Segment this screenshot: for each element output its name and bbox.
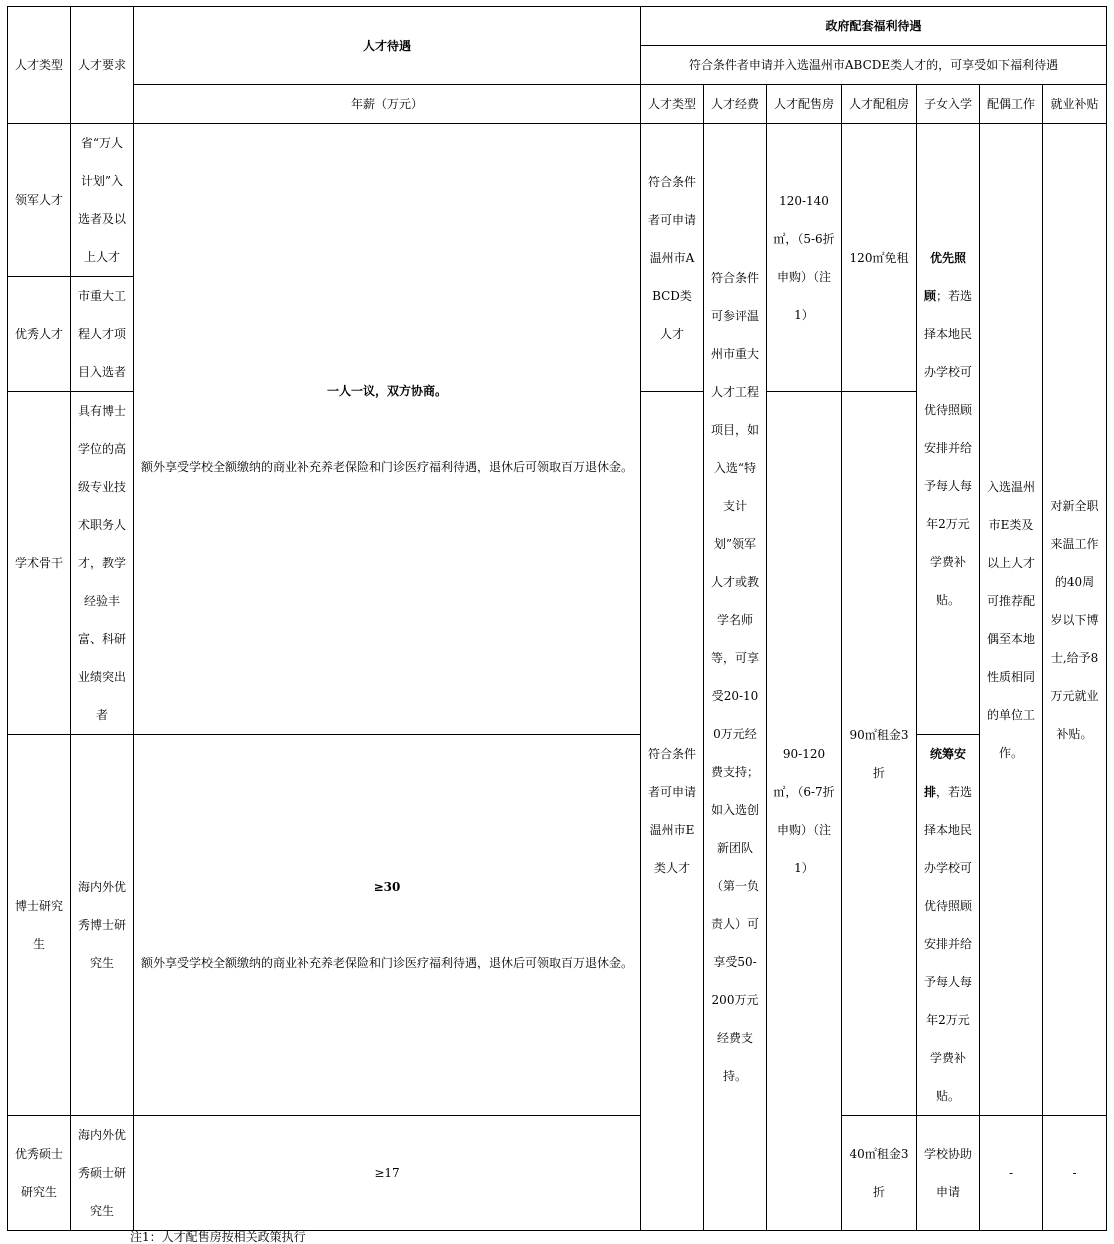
phd-extra-benefit: 额外享受学校全额缴纳的商业补充养老保险和门诊医疗福利待遇，退休后可领取百万退休金。 [140,956,633,970]
funding-text: 符合条件可参评温州市重大人才工程项目，如入选“特支计划”领军人才或教学名师等，可享受20-100万元经费支持；如入选创新团队（第一负责人）可享受50-200万元经费支持。 [704,124,767,1231]
header-talent-treatment: 人才待遇 [134,7,641,85]
footnote: 注1：人才配售房按相关政策执行 [130,1230,306,1244]
extra-benefit: 额外享受学校全额缴纳的商业补充养老保险和门诊医疗福利待遇，退休后可领取百万退休金。 [140,460,633,474]
school-b-rest: ，若选择本地民办学校可优待照顾安排并给予每人每年2万元学费补贴。 [923,785,973,1103]
header-talent-type: 人才类型 [8,7,71,124]
school-a-rest: ；若选择本地民办学校可优待照顾安排并给予每人每年2万元学费补贴。 [923,289,973,607]
row-phd-requirement: 海内外优秀博士研究生 [71,735,134,1116]
row-excellent-requirement: 市重大工程人才项目入选者 [71,277,134,392]
housing-rent-b: 90㎡租金3折 [842,392,917,1116]
school-b-bold: 统筹安排 [923,747,966,799]
header-talent-requirement: 人才要求 [71,7,134,124]
housing-rent-a: 120㎡免租 [842,124,917,392]
header-children-school: 子女入学 [917,85,980,124]
row-leader-type: 领军人才 [8,124,71,277]
school-a-bold: 优先照顾 [923,251,966,303]
talent-benefits-table [7,6,1107,1231]
school-a [917,124,980,735]
spouse-master: - [980,1116,1043,1231]
header-funding: 人才经费 [704,85,767,124]
row-excellent-type: 优秀人才 [8,277,71,392]
abcd-type: 符合条件者可申请温州市ABCD类人才 [641,124,704,392]
spouse-text: 入选温州市E类及以上人才可推荐配偶至本地性质相同的单位工作。 [980,124,1043,1116]
row-academic-requirement: 具有博士学位的高级专业技术职务人才，教学经验丰富、科研业绩突出者 [71,392,134,735]
housing-sale-a: 120-140㎡，（5-6折申购）（注1） [767,124,842,392]
salary-negotiable-cell [134,124,641,735]
subsidy-master: - [1043,1116,1107,1231]
header-annual-salary: 年薪（万元） [134,85,641,124]
subsidy-text: 对新全职来温工作的40周岁以下博士,给予8万元就业补贴。 [1043,124,1107,1116]
phd-salary-cell [134,735,641,1116]
header-housing-sale: 人才配售房 [767,85,842,124]
header-gov-welfare: 政府配套福利待遇 [641,7,1107,46]
header-spouse-job: 配偶工作 [980,85,1043,124]
master-salary: ≥17 [134,1116,641,1231]
row-leader-requirement: 省“万人计划”入选者及以上人才 [71,124,134,277]
row-master-type: 优秀硕士研究生 [8,1116,71,1231]
row-phd-type: 博士研究生 [8,735,71,1116]
school-b [917,735,980,1116]
header-gov-welfare-note: 符合条件者申请并入选温州市ABCDE类人才的，可享受如下福利待遇 [641,46,1107,85]
row-master-requirement: 海内外优秀硕士研究生 [71,1116,134,1231]
header-gov-talent-type: 人才类型 [641,85,704,124]
row-academic-type: 学术骨干 [8,392,71,735]
housing-sale-b: 90-120㎡，（6-7折申购）（注1） [767,392,842,1231]
salary-negotiable: 一人一议，双方协商。 [326,384,447,398]
header-employment-subsidy: 就业补贴 [1043,85,1107,124]
school-c: 学校协助申请 [917,1116,980,1231]
e-type: 符合条件者可申请温州市E类人才 [641,392,704,1231]
header-housing-rent: 人才配租房 [842,85,917,124]
housing-rent-c: 40㎡租金3折 [842,1116,917,1231]
phd-salary: ≥30 [373,880,401,894]
